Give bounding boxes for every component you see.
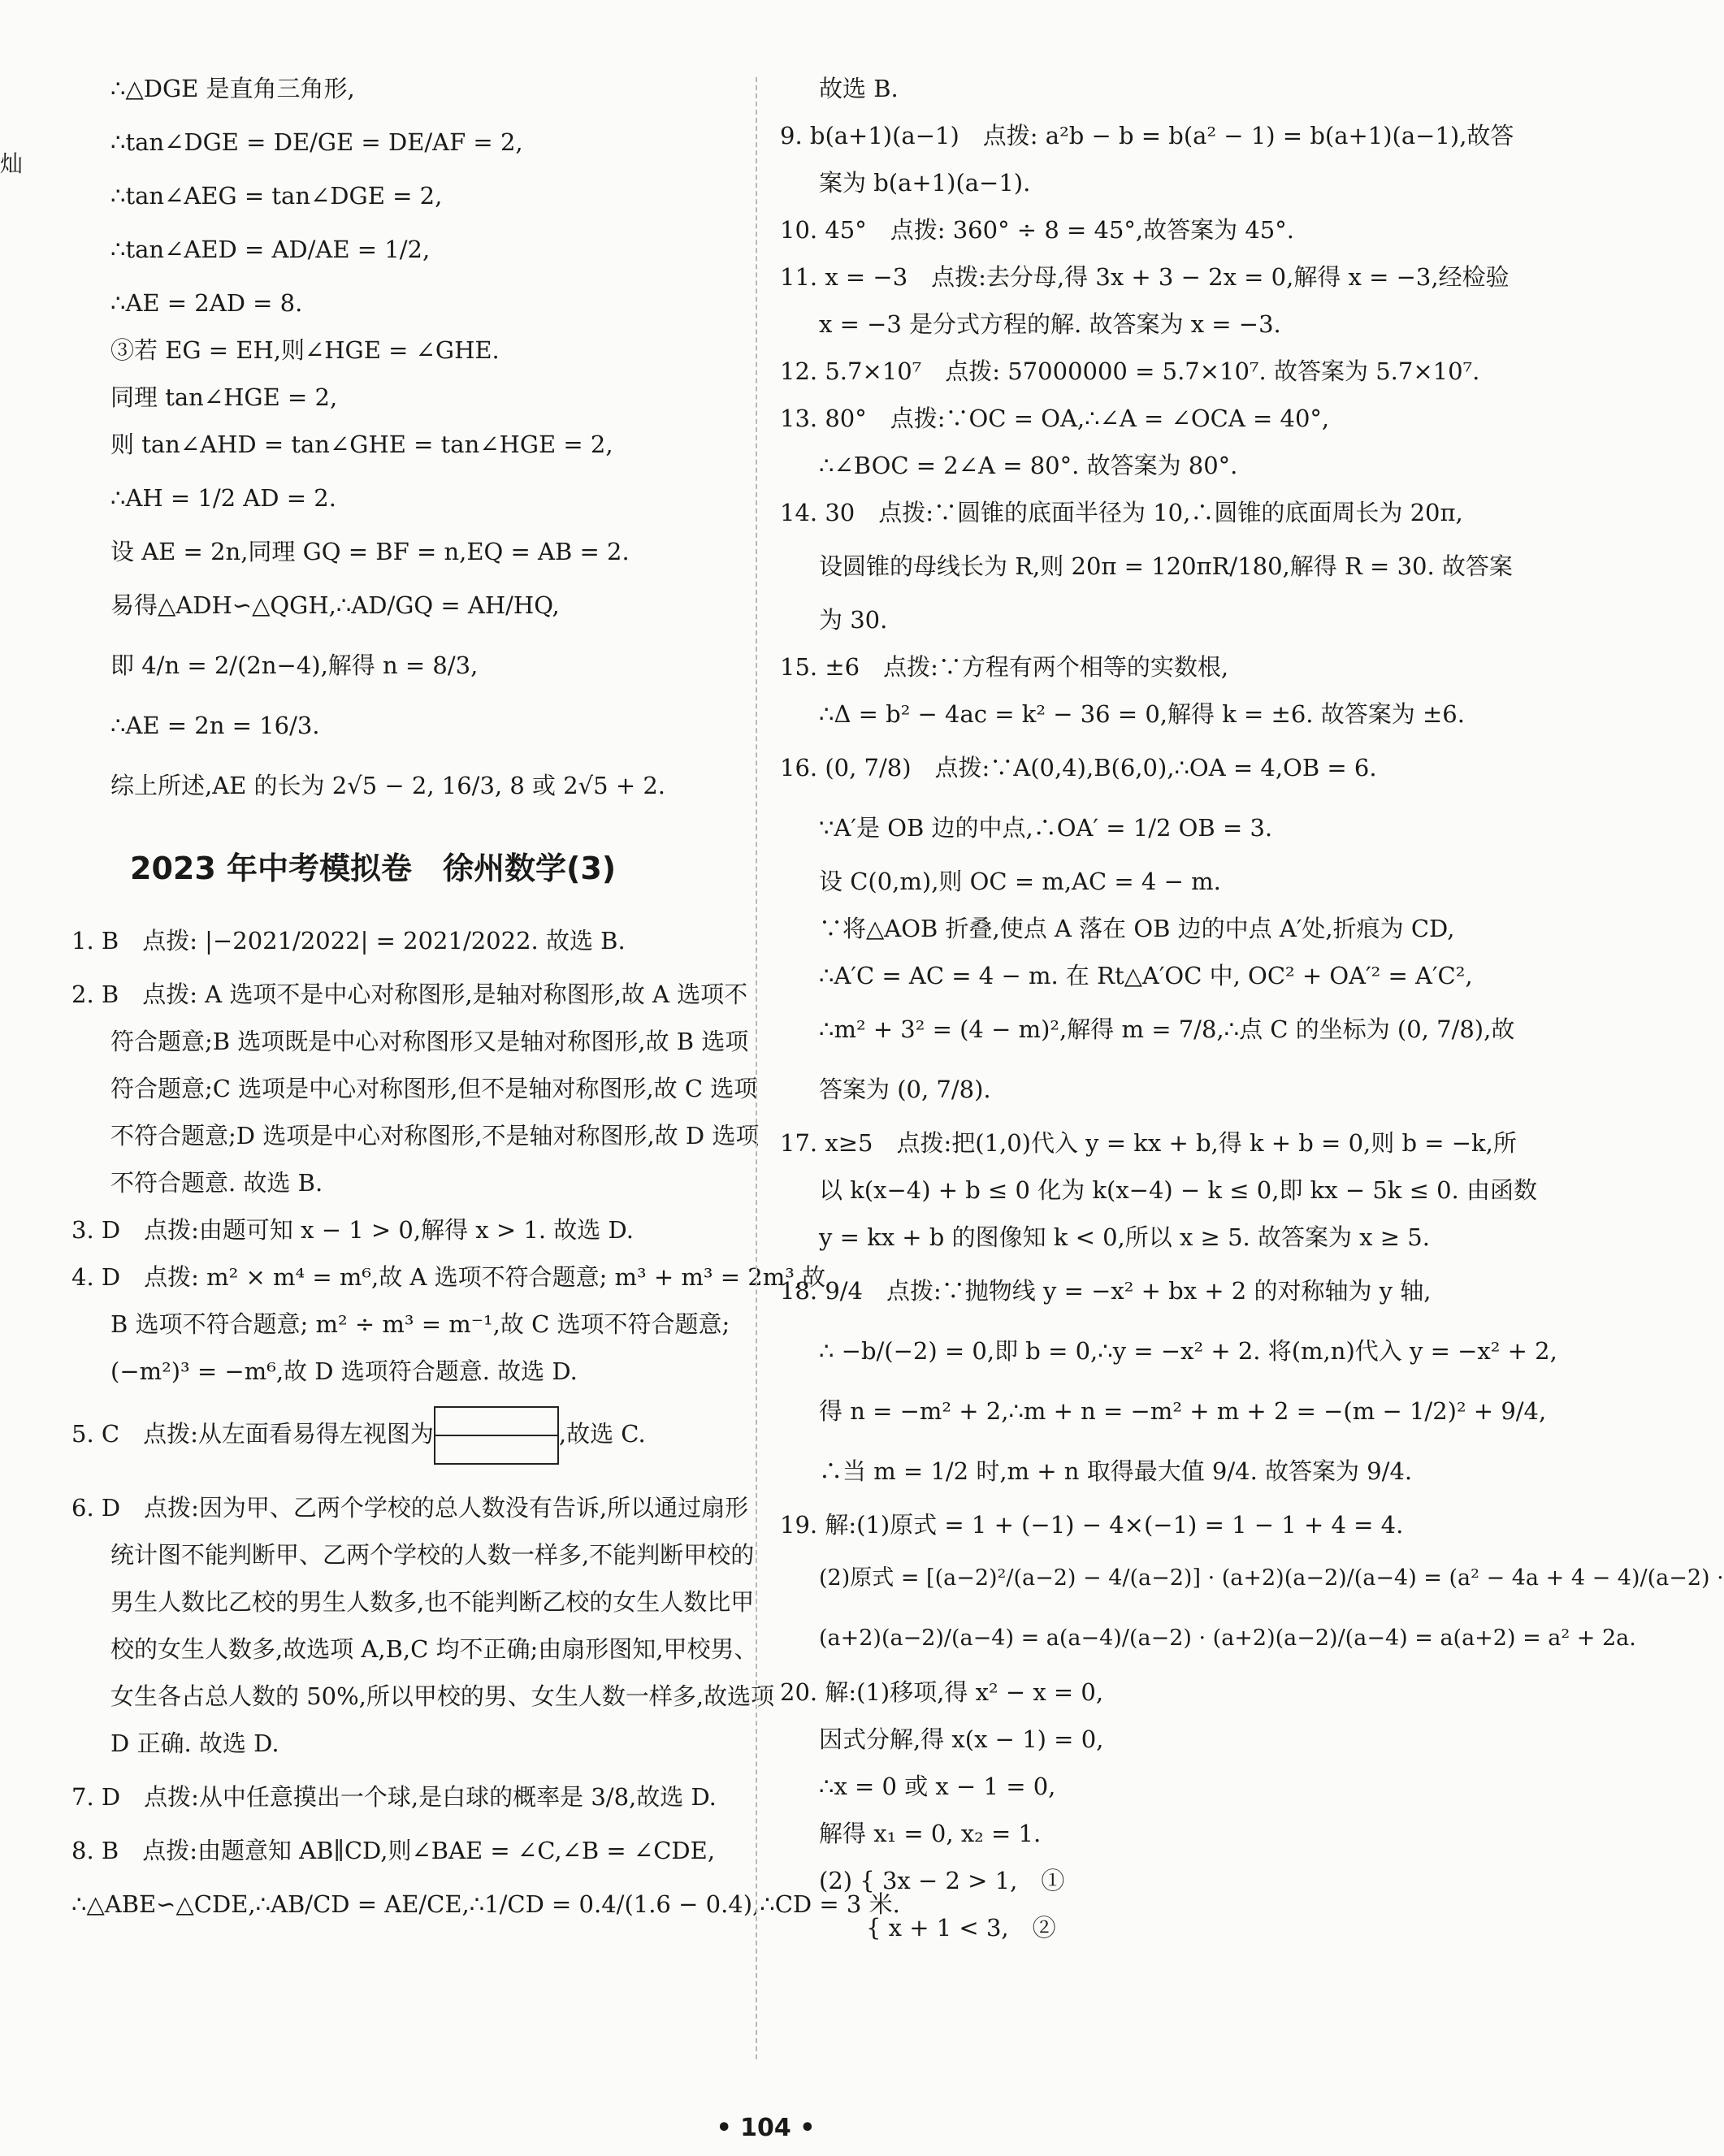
answer-line: 8. B 点拨:由题意知 AB∥CD,则∠BAE = ∠C,∠B = ∠CDE, [71, 1837, 716, 1864]
left-view-diagram [434, 1406, 559, 1465]
text-line: ③若 EG = EH,则∠HGE = ∠GHE. [110, 336, 500, 364]
text-line: ∴△DGE 是直角三角形, [110, 75, 355, 102]
text-line: 不符合题意;D 选项是中心对称图形,不是轴对称图形,故 D 选项 [110, 1122, 760, 1149]
text-line: 符合题意;C 选项是中心对称图形,但不是轴对称图形,故 C 选项 [110, 1075, 758, 1102]
text-line: 设 AE = 2n,同理 GQ = BF = n,EQ = AB = 2. [110, 538, 630, 565]
answer-line: 19. 解:(1)原式 = 1 + (−1) − 4×(−1) = 1 − 1 + 4 = 4. [780, 1511, 1404, 1539]
answer-line: 3. D 点拨:由题可知 x − 1 > 0,解得 x > 1. 故选 D. [71, 1216, 634, 1244]
answer-line: 4. D 点拨: m² × m⁴ = m⁶,故 A 选项不符合题意; m³ + m³ = 2m³,故 [71, 1263, 826, 1291]
text-line: 即 4/n = 2/(2n−4),解得 n = 8/3, [110, 652, 479, 679]
answer-line: 12. 5.7×10⁷ 点拨: 57000000 = 5.7×10⁷. 故答案为 5.7×10⁷. [780, 357, 1480, 385]
text-line: 得 n = −m² + 2,∴m + n = −m² + m + 2 = −(m − 1/2)² + 9/4, [819, 1397, 1547, 1425]
text-line: 为 30. [819, 606, 888, 634]
text-line: 则 tan∠AHD = tan∠GHE = tan∠HGE = 2, [110, 431, 613, 458]
answer-line: 13. 80° 点拨:∵OC = OA,∴∠A = ∠OCA = 40°, [780, 405, 1330, 432]
text-line: 不符合题意. 故选 B. [110, 1169, 323, 1197]
answer-line: 11. x = −3 点拨:去分母,得 3x + 3 − 2x = 0,解得 x = −3,经检验 [780, 263, 1510, 291]
answer-line: 7. D 点拨:从中任意摸出一个球,是白球的概率是 3/8,故选 D. [71, 1783, 717, 1811]
answer-line: 15. ±6 点拨:∵方程有两个相等的实数根, [780, 653, 1229, 681]
text-line: (−m²)³ = −m⁶,故 D 选项符合题意. 故选 D. [110, 1357, 578, 1385]
text-line: 解得 x₁ = 0, x₂ = 1. [819, 1820, 1042, 1847]
answer-line: 18. 9/4 点拨:∵抛物线 y = −x² + bx + 2 的对称轴为 y 轴, [780, 1277, 1432, 1305]
answer-line: 14. 30 点拨:∵圆锥的底面半径为 10,∴圆锥的底面周长为 20π, [780, 499, 1463, 526]
text-line: ∴m² + 3² = (4 − m)²,解得 m = 7/8,∴点 C 的坐标为 (0, 7/8),故 [819, 1015, 1515, 1043]
text-line: ∵A′是 OB 边的中点,∴OA′ = 1/2 OB = 3. [819, 814, 1273, 842]
left-view-midline [435, 1435, 557, 1436]
text-line: ∵将△AOB 折叠,使点 A 落在 OB 边的中点 A′处,折痕为 CD, [819, 915, 1455, 942]
text-line: 故选 B. [819, 75, 899, 102]
text-line: ∴AE = 2AD = 8. [110, 289, 303, 317]
text-line: ∴AE = 2n = 16/3. [110, 712, 320, 739]
text-line: 设 C(0,m),则 OC = m,AC = 4 − m. [819, 868, 1221, 895]
text-line: 校的女生人数多,故选项 A,B,C 均不正确;由扇形图知,甲校男、 [110, 1635, 758, 1663]
text-line: 案为 b(a+1)(a−1). [819, 169, 1031, 197]
text-line: (2)原式 = [(a−2)²/(a−2) − 4/(a−2)] · (a+2)(a−2)/(a−4) = (a² − 4a + 4 − 4)/(a−2) · [819, 1565, 1724, 1591]
text-line: 综上所述,AE 的长为 2√5 − 2, 16/3, 8 或 2√5 + 2. [110, 772, 666, 799]
text-line: 符合题意;B 选项既是中心对称图形又是轴对称图形,故 B 选项 [110, 1028, 749, 1055]
text-line: 同理 tan∠HGE = 2, [110, 383, 338, 411]
text-line: 设圆锥的母线长为 R,则 20π = 120πR/180,解得 R = 30. 故答案 [819, 552, 1513, 580]
column-divider [756, 77, 757, 2059]
text-line: ∴tan∠DGE = DE/GE = DE/AF = 2, [110, 128, 523, 156]
page-number: • 104 • [716, 2114, 816, 2142]
text-line: ∴A′C = AC = 4 − m. 在 Rt△A′OC 中, OC² + OA′² = A′C², [819, 962, 1473, 989]
text-line: 女生各占总人数的 50%,所以甲校的男、女生人数一样多,故选项 [110, 1682, 775, 1710]
text-line: 因式分解,得 x(x − 1) = 0, [819, 1725, 1104, 1753]
text-line: 以 k(x−4) + b ≤ 0 化为 k(x−4) − k ≤ 0,即 kx − 5k ≤ 0. 由函数 [819, 1176, 1537, 1204]
text-line: ∴△ABE∽△CDE,∴AB/CD = AE/CE,∴1/CD = 0.4/(1.6 − 0.4),∴CD = 3 米. [71, 1890, 900, 1918]
text-line: 答案为 (0, 7/8). [819, 1076, 991, 1103]
text-line: 易得△ADH∽△QGH,∴AD/GQ = AH/HQ, [110, 591, 560, 619]
text-line: ∴当 m = 1/2 时,m + n 取得最大值 9/4. 故答案为 9/4. [819, 1457, 1413, 1485]
text-line: ∴Δ = b² − 4ac = k² − 36 = 0,解得 k = ±6. 故答案为 ±6. [819, 700, 1465, 728]
text-line: (a+2)(a−2)/(a−4) = a(a−4)/(a−2) · (a+2)(a−2)/(a−4) = a(a+2) = a² + 2a. [819, 1626, 1636, 1651]
text-line: y = kx + b 的图像知 k < 0,所以 x ≥ 5. 故答案为 x ≥ 5. [819, 1223, 1430, 1251]
text-line: 统计图不能判断甲、乙两个学校的人数一样多,不能判断甲校的 [110, 1541, 755, 1569]
text-line: ∴∠BOC = 2∠A = 80°. 故答案为 80°. [819, 452, 1238, 479]
page-edge-fragment: 灿 [0, 150, 24, 177]
text-line: x = −3 是分式方程的解. 故答案为 x = −3. [819, 310, 1281, 338]
text-line: B 选项不符合题意; m² ÷ m³ = m⁻¹,故 C 选项不符合题意; [110, 1310, 730, 1338]
answer-line: 1. B 点拨: |−2021/2022| = 2021/2022. 故选 B. [71, 927, 626, 955]
answer-line: 9. b(a+1)(a−1) 点拨: a²b − b = b(a² − 1) = b(a+1)(a−1),故答 [780, 122, 1514, 149]
text-line: ∴x = 0 或 x − 1 = 0, [819, 1773, 1056, 1800]
section-heading: 2023 年中考模拟卷 徐州数学(3) [130, 851, 617, 886]
answer-line [71, 1395, 746, 1473]
text-line: D 正确. 故选 D. [110, 1730, 279, 1757]
answer-text: 5. C 点拨:从左面看易得左视图为 [71, 1420, 434, 1448]
right-column [780, 65, 1724, 1951]
text-line: ∴AH = 1/2 AD = 2. [110, 484, 336, 512]
answer-line: 17. x≥5 点拨:把(1,0)代入 y = kx + b,得 k + b = 0,则 b = −k,所 [780, 1129, 1517, 1157]
answer-line: 2. B 点拨: A 选项不是中心对称图形,是轴对称图形,故 A 选项不 [71, 981, 748, 1008]
answer-line: 10. 45° 点拨: 360° ÷ 8 = 45°,故答案为 45°. [780, 216, 1294, 244]
text-line: 男生人数比乙校的男生人数多,也不能判断乙校的女生人数比甲 [110, 1588, 755, 1616]
text-line: ∴tan∠AEG = tan∠DGE = 2, [110, 182, 443, 210]
text-line: { x + 1 < 3, ② [819, 1914, 1056, 1942]
answer-line: 16. (0, 7/8) 点拨:∵A(0,4),B(6,0),∴OA = 4,OB = 6. [780, 754, 1377, 781]
answer-line: 6. D 点拨:因为甲、乙两个学校的总人数没有告诉,所以通过扇形 [71, 1494, 749, 1522]
answer-line: 20. 解:(1)移项,得 x² − x = 0, [780, 1678, 1104, 1706]
text-line: ∴ −b/(−2) = 0,即 b = 0,∴y = −x² + 2. 将(m,n)代入 y = −x² + 2, [819, 1337, 1557, 1365]
answer-text: ,故选 C. [558, 1420, 646, 1448]
text-line: (2) { 3x − 2 > 1, ① [819, 1867, 1065, 1894]
text-line: ∴tan∠AED = AD/AE = 1/2, [110, 236, 431, 263]
